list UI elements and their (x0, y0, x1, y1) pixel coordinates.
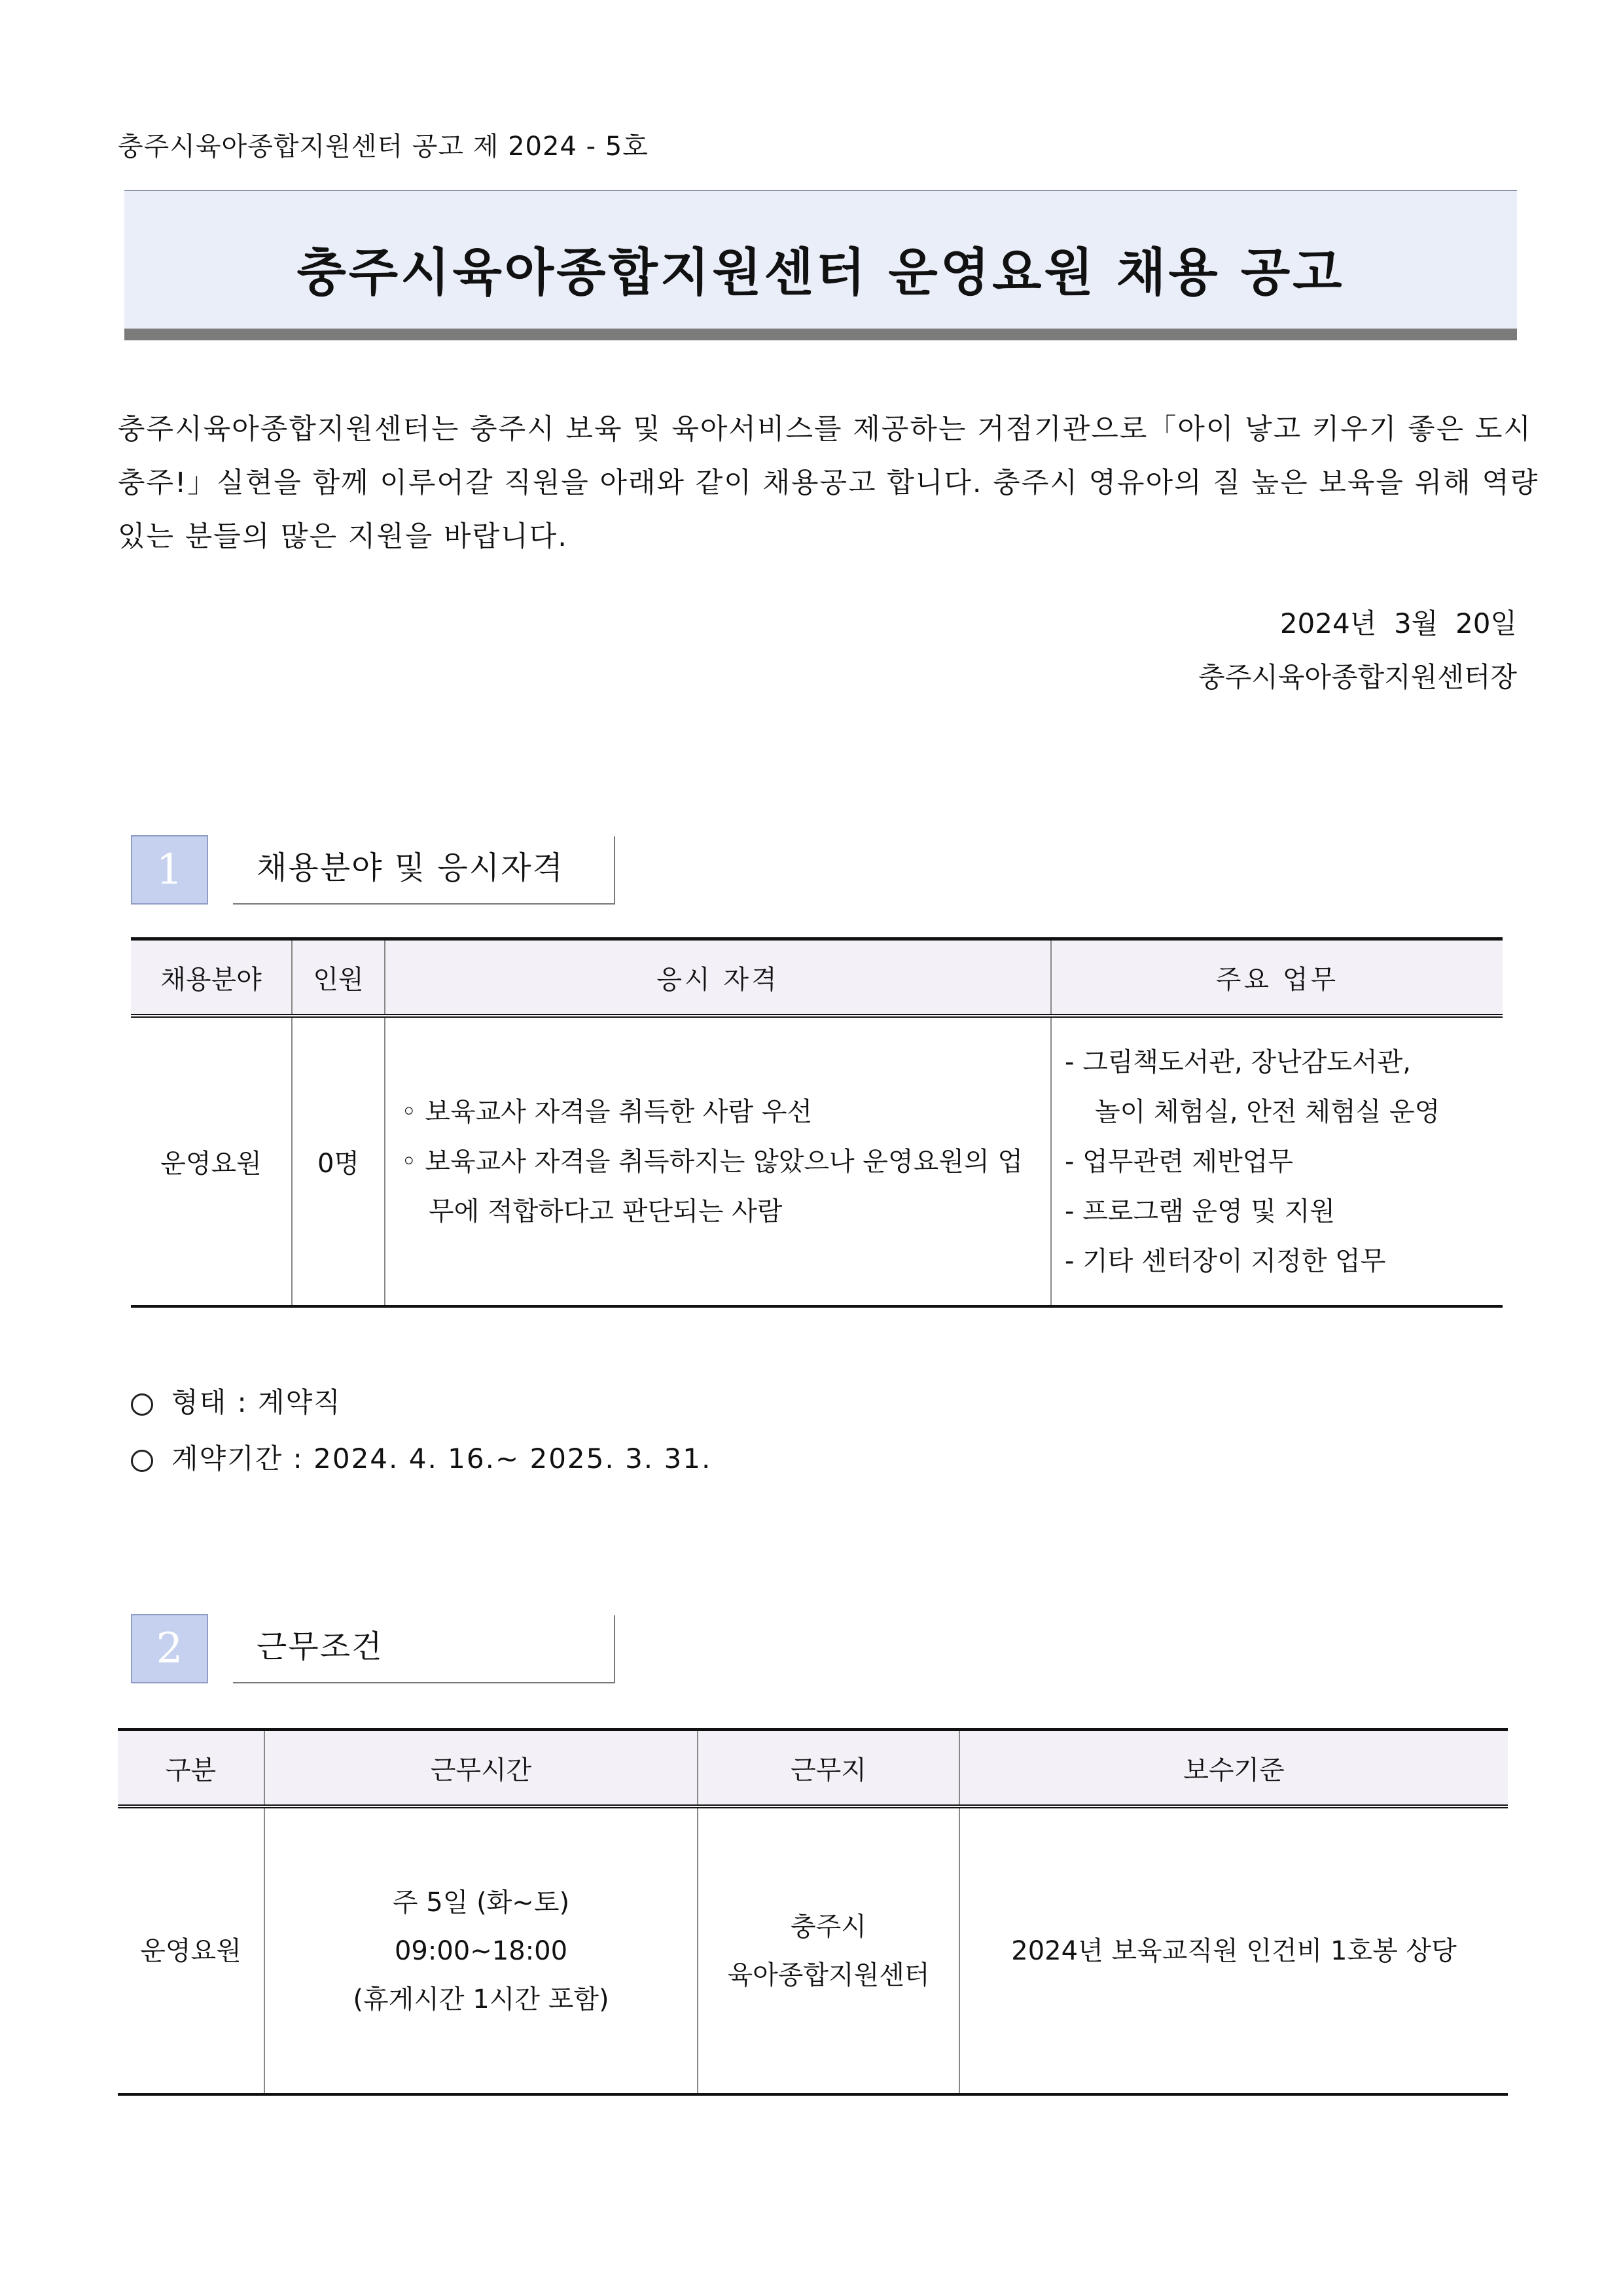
duty-item: - 그림책도서관, 장난감도서관, (1065, 1047, 1411, 1077)
column-header: 근무시간 (264, 1730, 698, 1807)
notice-number: 충주시육아종합지원센터 공고 제 2024 - 5호 (118, 132, 649, 162)
working-conditions-table (118, 1728, 1508, 2096)
category-cell: 운영요원 (118, 1806, 264, 2094)
intro-paragraph (118, 403, 1539, 564)
location-line: 육아종합지원센터 (727, 1960, 930, 1990)
hours-line: (휴게시간 1시간 포함) (353, 1984, 609, 2015)
intro-line: 충주!」실현을 함께 이루어갈 직원을 아래와 같이 채용공고 합니다. 충주시 영유아의 질 높은 보육을 위해 역량 (118, 467, 1539, 499)
employment-type-note (131, 1381, 342, 1420)
contract-period-note (131, 1437, 711, 1477)
circle-bullet-icon (131, 1393, 153, 1416)
duty-item: 놀이 체험실, 안전 체험실 운영 (1095, 1096, 1440, 1127)
field-cell: 운영요원 (131, 1016, 292, 1306)
page-title: 충주시육아종합지원센터 운영요원 채용 공고 (296, 243, 1345, 302)
duty-item: - 업무관련 제반업무 (1065, 1146, 1293, 1177)
title-banner (124, 190, 1517, 329)
section-2-number: 2 (131, 1614, 208, 1683)
signatory: 충주시육아종합지원센터장 (1198, 661, 1517, 693)
section-1-number: 1 (131, 835, 208, 905)
title-underline (124, 329, 1517, 340)
table-row (118, 1806, 1508, 2094)
table-header-row (118, 1730, 1508, 1807)
duty-cell (1051, 1016, 1503, 1306)
hours-line: 09:00~18:00 (394, 1935, 568, 1966)
table-row (131, 1016, 1503, 1306)
column-header: 응시 자격 (385, 939, 1051, 1016)
column-header: 채용분야 (131, 939, 292, 1016)
section-2-title: 근무조건 (233, 1615, 615, 1683)
section-1-title: 채용분야 및 응시자격 (233, 836, 615, 905)
duty-item: - 기타 센터장이 지정한 업무 (1065, 1246, 1386, 1276)
circle-bullet-icon (131, 1450, 153, 1472)
table-header-row (131, 939, 1503, 1016)
column-header: 인원 (292, 939, 385, 1016)
intro-line: 충주시육아종합지원센터는 충주시 보육 및 육아서비스를 제공하는 거점기관으로「아이 낳고 키우기 좋은 도시 (118, 413, 1532, 446)
location-cell (698, 1806, 959, 2094)
duty-item: - 프로그램 운영 및 지원 (1065, 1196, 1336, 1227)
hours-cell (264, 1806, 698, 2094)
note-text: 계약기간 : 2024. 4. 16.~ 2025. 3. 31. (171, 1443, 712, 1475)
location-line: 충주시 (791, 1911, 866, 1942)
count-cell: 0명 (292, 1016, 385, 1306)
hours-line: 주 5일 (화~토) (392, 1887, 570, 1918)
intro-line: 있는 분들의 많은 지원을 바랍니다. (118, 520, 568, 553)
column-header: 구분 (118, 1730, 264, 1807)
qualification-item: ◦ 보육교사 자격을 취득하지는 않았으나 운영요원의 업무에 적합하다고 판단되는 사람 (401, 1146, 1023, 1227)
qualification-item: ◦ 보육교사 자격을 취득한 사람 우선 (401, 1096, 813, 1127)
column-header: 주요 업무 (1051, 939, 1503, 1016)
note-text: 형태 : 계약직 (171, 1386, 342, 1418)
recruitment-table (131, 937, 1503, 1308)
column-header: 보수기준 (959, 1730, 1508, 1807)
column-header: 근무지 (698, 1730, 959, 1807)
qualification-cell (385, 1016, 1051, 1306)
pay-cell: 2024년 보육교직원 인건비 1호봉 상당 (959, 1806, 1508, 2094)
notice-date: 2024년 3월 20일 (1279, 607, 1517, 639)
